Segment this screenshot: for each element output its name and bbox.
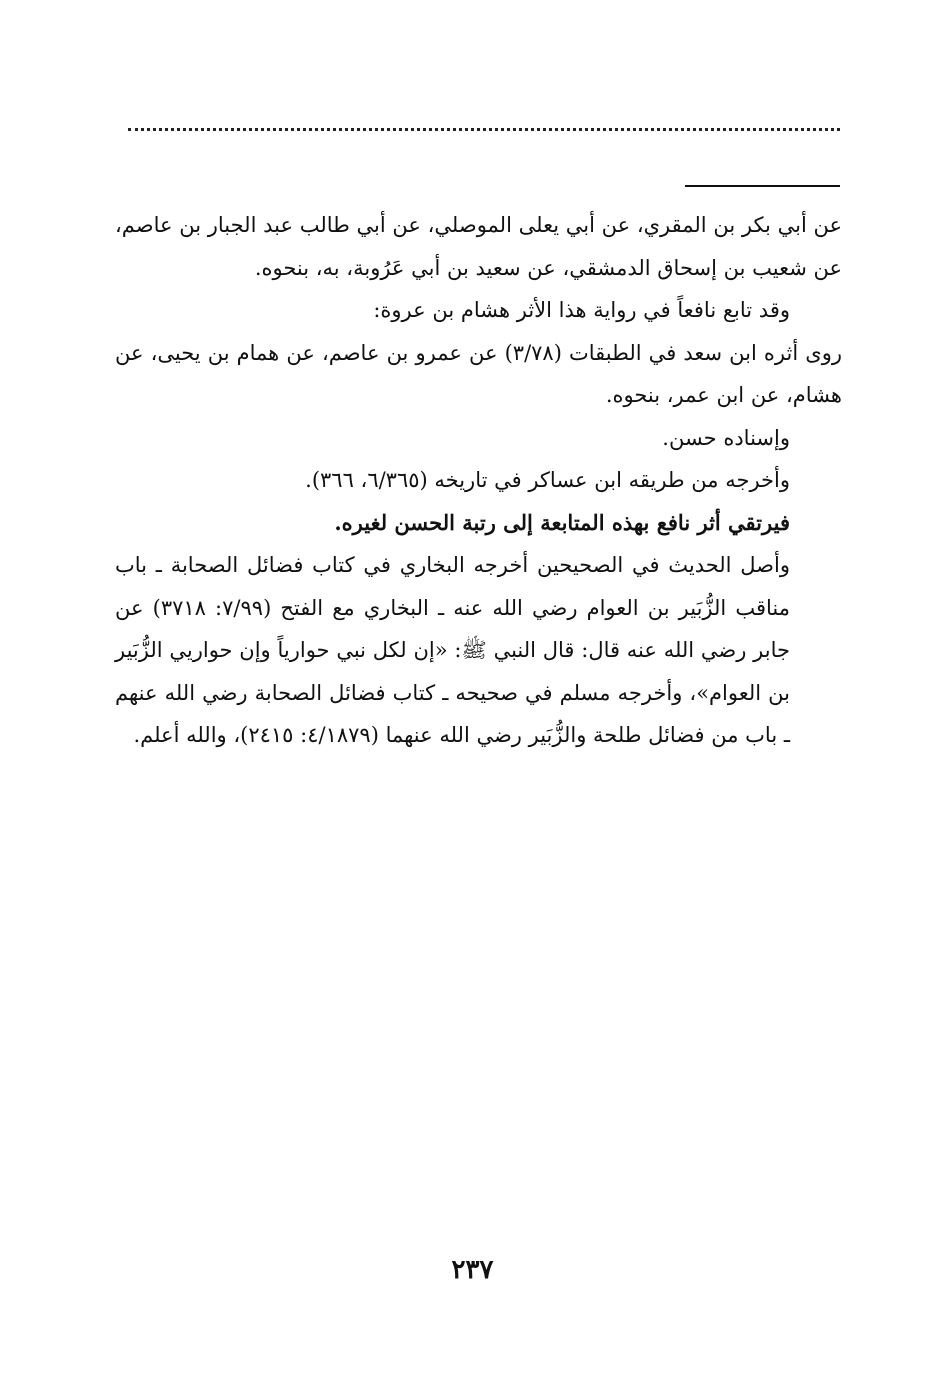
paragraph-chain: عن أبي بكر بن المقري، عن أبي يعلى الموصلي، عن أبي طالب عبد الجبار بن عاصم، عن شعيب بن إسحاق الدمشقي، عن سعيد بن أبي عَرُوبة، به، بنحوه. xyxy=(115,213,842,280)
footnote-rule xyxy=(685,185,840,187)
paragraph-isnad: وإسناده حسن. xyxy=(662,425,790,450)
paragraph-follow-up: وقد تابع نافعاً في رواية هذا الأثر هشام بن عروة: xyxy=(373,298,790,322)
page-number: ٢٣٧ xyxy=(451,1255,494,1285)
dotted-separator xyxy=(128,128,840,131)
paragraph-ibn-saad: روى أثره ابن سعد في الطبقات (٣/٧٨) عن عمرو بن عاصم، عن همام بن يحيى، عن هشام، عن ابن عمر، بنحوه. xyxy=(115,340,843,407)
body-text xyxy=(115,204,842,757)
paragraph-sahihayn: وأصل الحديث في الصحيحين أخرجه البخاري في كتاب فضائل الصحابة ـ باب مناقب الزُّبَير بن العوام رضي الله عنه ـ البخاري مع الفتح (٧/٩٩: ٣٧١٨) عن جابر رضي الله عنه قال: قال النبي ﷺ: «إن لكل نبي حوارياً وإن حواريي الزُّبَير بن العوام»، وأخرجه مسلم في صحيحه ـ كتاب فضائل الصحابة رضي الله عنهم ـ باب من فضائل طلحة والزُّبَير رضي الله عنهما (٤/١٨٧٩: ٢٤١٥)، والله أعلم. xyxy=(115,553,790,747)
paragraph-ibn-asakir: وأخرجه من طريقه ابن عساكر في تاريخه (٦/٣٦٥، ٣٦٦). xyxy=(305,468,790,492)
paragraph-conclusion: فيرتقي أثر نافع بهذه المتابعة إلى رتبة الحسن لغيره. xyxy=(334,509,790,535)
